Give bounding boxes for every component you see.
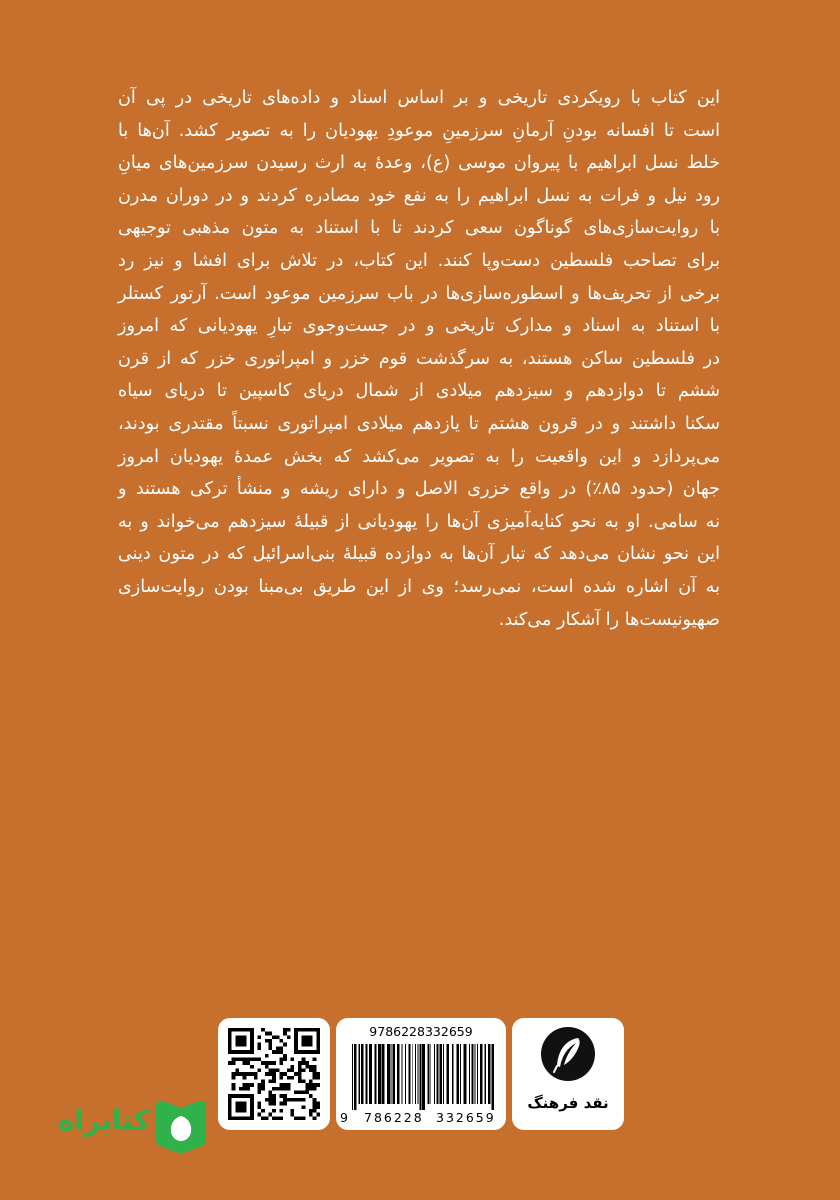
book-leaf-icon <box>150 1096 212 1158</box>
barcode-icon <box>350 1044 500 1110</box>
publisher-name: نقد فرهنگ <box>527 1094 609 1112</box>
isbn-digit-first: 9 <box>340 1110 348 1125</box>
qr-code-panel <box>218 1018 330 1130</box>
isbn-number: 9786228332659 <box>369 1024 473 1039</box>
blurb-line: است تا افسانه بودنِ آرمانِ سرزمینِ موعودِ یهودیان را به تصویر کشد. آن‌ها با <box>118 120 720 141</box>
blurb-line: این کتاب با رویکردی تاریخی و بر اساس اسناد و داده‌های تاریخی در پی آن <box>118 88 720 108</box>
blurb-line: با روایت‌سازی‌های گوناگون سعی کردند تا با استناد به متون مذهبی توجیهی <box>118 218 720 239</box>
blurb-line: جهان (حدود ۸۵٪) در واقع خزری الاصل و دارای ریشه و منشأ ترکی هستند و <box>118 479 720 500</box>
blurb-line: با استناد به اسناد و مدارک تاریخی و در جست‌وجوی تبارِ یهودیانی که امروز <box>118 316 720 337</box>
publisher-logo-panel <box>512 1018 624 1130</box>
store-watermark <box>38 1094 218 1164</box>
blurb-line: این نحو نشان می‌دهد که تبار آن‌ها به دوازده قبیلهٔ بنی‌اسرائیل که در متون دینی <box>118 544 720 565</box>
blurb-line: در فلسطین ساکن هستند، به سرگذشت قوم خزر و امپراتوری خزر که از قرن <box>118 348 720 369</box>
blurb-line: صهیونیست‌ها را آشکار می‌کند. <box>498 609 720 630</box>
blurb-line: به آن اشاره شده است، نمی‌رسد؛ وی از این طریق بی‌مبنا بودن روایت‌سازی <box>118 576 720 597</box>
qr-code-icon <box>228 1028 320 1120</box>
blurb-line: نه سامی. او به نحو کنایه‌آمیزی آن‌ها را یهودیانی از قبیلهٔ سیزدهم می‌خواند و به <box>118 511 720 532</box>
blurb-line: سکنا داشتند و در قرون هشتم تا یازدهم میلادی امپراتوری نسبتاً مقتدری بودند، <box>118 413 720 434</box>
blurb-line: برخی از تحریف‌ها و اسطوره‌سازی‌ها در باب سرزمین موعود است. آرتور کستلر <box>118 283 720 304</box>
blurb-line: خلط نسل ابراهیم با پیروان موسی (ع)، وعدهٔ به ارث رسیدن سرزمین‌های میانِ <box>118 153 720 174</box>
quill-feather-icon <box>540 1026 596 1082</box>
blurb-line: ششم تا دوازدهم و سیزدهم میلادی از شمال دریای کاسپین تا دریای سیاه <box>118 381 720 402</box>
blurb-line: رود نیل و فرات به نسل ابراهیم را به نفع خود مصادره کردند و در دوران مدرن <box>118 185 720 206</box>
isbn-digit-group1: 786228 <box>364 1110 424 1125</box>
store-name: کتابراه <box>57 1104 150 1137</box>
isbn-digit-group2: 332659 <box>436 1110 496 1125</box>
blurb-line: برای تصاحب فلسطین دست‌وپا کنند. این کتاب، در تلاش برای افشا و نیز رد <box>118 250 720 271</box>
blurb-text <box>118 82 720 636</box>
blurb-line: می‌پردازد و این واقعیت را به تصویر می‌کشد که بخش عمدهٔ یهودیان امروز <box>118 446 720 467</box>
isbn-barcode-panel <box>336 1018 506 1130</box>
